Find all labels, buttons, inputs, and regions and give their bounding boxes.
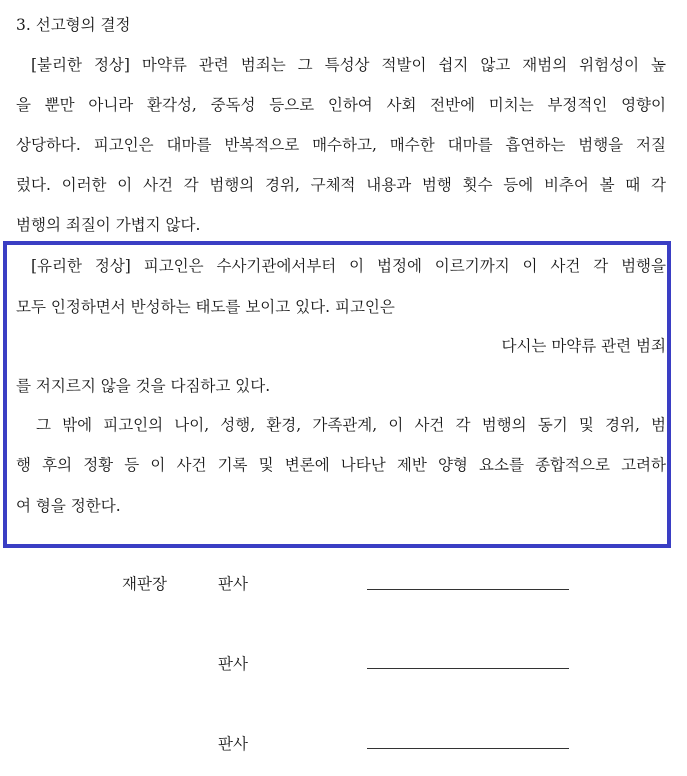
paragraph-line: 을 뿐만 아니라 환각성, 중독성 등으로 인하여 사회 전반에 미치는 부정적인 영향이 xyxy=(16,96,666,114)
paragraph-line: 여 형을 정한다. xyxy=(16,497,121,515)
paragraph-line: [유리한 정상] 피고인은 수사기관에서부터 이 법정에 이르기까지 이 사건 각 범행을 xyxy=(31,257,666,275)
paragraph-line: 상당하다. 피고인은 대마를 반복적으로 매수하고, 매수한 대마를 흡연하는 범행을 저질 xyxy=(16,136,666,154)
judge-label: 판사 xyxy=(218,575,248,593)
paragraph-line: [불리한 정상] 마약류 관련 범죄는 그 특성상 적발이 쉽지 않고 재범의 위험성이 높 xyxy=(31,56,666,74)
signature-line xyxy=(367,668,569,669)
paragraph-line: 범행의 죄질이 가볍지 않다. xyxy=(16,216,201,234)
paragraph-line: 모두 인정하면서 반성하는 태도를 보이고 있다. 피고인은 xyxy=(16,298,395,316)
paragraph-line: 그 밖에 피고인의 나이, 성행, 환경, 가족관계, 이 사건 각 범행의 동기 및 경위, 범 xyxy=(36,416,666,434)
chief-judge-title: 재판장 xyxy=(122,575,167,593)
paragraph-line: 다시는 마약류 관련 범죄 xyxy=(501,337,666,355)
signature-line xyxy=(367,748,569,749)
paragraph-line: 를 저지르지 않을 것을 다짐하고 있다. xyxy=(16,377,271,395)
judge-label: 판사 xyxy=(218,735,248,753)
section-heading: 3. 선고형의 결정 xyxy=(16,16,131,34)
paragraph-line: 행 후의 정황 등 이 사건 기록 및 변론에 나타난 제반 양형 요소를 종합적으로 고려하 xyxy=(16,456,666,474)
paragraph-line: 렀다. 이러한 이 사건 각 범행의 경위, 구체적 내용과 범행 횟수 등에 비추어 볼 때 각 xyxy=(16,176,666,194)
signature-line xyxy=(367,589,569,590)
judge-label: 판사 xyxy=(218,655,248,673)
